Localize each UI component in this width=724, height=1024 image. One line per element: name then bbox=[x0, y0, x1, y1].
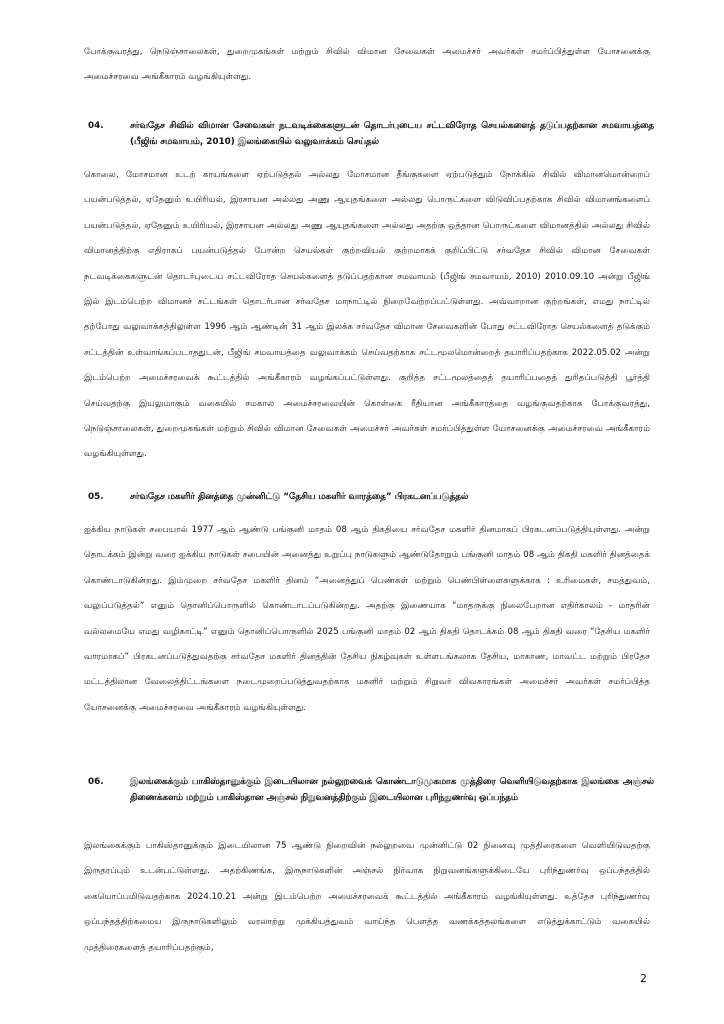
section-06-title: இலங்கைக்கும் பாகிஸ்தானுக்கும் இடையிலான நல்லுறவைக் கொண்டாடுமுகமாக முத்திரை வெளியிடுவதற்காக இலங்கை அஞ்சல் திணைக்களம் மற்றும் பாகிஸ்தான அஞ்சல் நிறுவனத்திற்கும் இடையிலான புரிந்துணர்வு ஒப்பந்தம் bbox=[130, 777, 654, 804]
section-06-number: 06. bbox=[88, 777, 104, 787]
section-05-body: ஐக்கிய நாடுகள் சபையால் 1977 ஆம் ஆண்டு பங்குனி மாதம் 08 ஆம் திகதியை சர்வதேச மகளிர் தினமாகப் பிரகடனப்படுத்தியுள்ளது. அன்று தொடக்கம் இன்று வரை ஐக்கிய நாடுகள் சபையின் அனைத்து உறுப்பு நாடுகளும் ஆண்டுதோறும் பங்குனி மாதம் 08 ஆம் திகதி மகளிர் தினத்தைக் கொண்டாடுகின்றது. இம்முறை சர்வதேச மகளிர் தினம் “அனைத்துப் பெண்கள் மற்றும் பெண்பிள்ளைகளுக்காக : உரிமைகள், சமத்துவம், வலுப்படுத்தல்” எனும் தொனிப்பொருளில் கொண்டாடப்படுகின்றது. அதற்கு இணையாக “மாதருக்கு நிலைபேறான எதிர்காலம் - மாதரின் வல்லமையே எமது வழிகாட்டி” எனும் தொனிப்பொருளில் 2025 பங்குனி மாதம் 02 ஆம் திகதி தொடக்கம் 08 ஆம் திகதி வரை “தேசிய மகளிர் வாரமாகப்” பிரகடனப்படுத்துவதற்கு சர்வதேச மகளிர் தினத்தின் தேசிய நிகழ்வுகள் உள்ளடங்கலாக தேசிய, மாகாண, மாவட்ட மற்றும் பிரதேச மட்டத்திலான வேலைத்திட்டங்களை நடைமுறைப்படுத்துவதற்காக மகளிர் மற்றும் சிறுவர் விவகாரங்கள் அமைச்சர் அவர்கள் சமர்ப்பித்த யோசனைக்கு அமைச்சரவை அங்கீகாரம் வழங்கியுள்ளது. bbox=[84, 525, 650, 713]
section-05-number: 05. bbox=[88, 492, 104, 502]
intro-paragraph: போக்குவரத்து, நெடுஞ்சாலைகள், துறைமுகங்கள் மற்றும் சிவில் விமான சேவைகள் அமைச்சர் அவர்கள் சமர்ப்பித்துள்ள யோசனைக்கு அமைச்சரவை அங்கீகாரம் வழங்கியுள்ளது. bbox=[84, 47, 650, 83]
section-05-heading bbox=[88, 489, 654, 505]
section-06-heading bbox=[88, 774, 654, 806]
section-04-heading bbox=[88, 118, 654, 150]
section-04-body: கொலை, மோசமான உடற் காயங்களை ஏற்படுத்தல் அல்லது மோசமான தீங்குகளை ஏற்படுத்தும் நோக்கில் சிவில் விமானமொன்றைப் பயன்படுத்தல், ஏதேனும் உயிரியல், இரசாயன அல்லது அணு ஆயுதங்களை அல்லது பொருட்களை விடுவிப்பதற்காக சிவில் விமானங்களைப் பயன்படுத்தல், ஏதேனும் உயிரியல், இரசாயன அல்லது அணு ஆயுதங்களை அல்லது அதற்கு ஒத்தான பொருட்களை விமானத்தில் அல்லது சிவில் விமானத்திற்கு எதிராகப் பயன்படுத்தல் போன்ற செயல்கள் குற்றவியல் குற்றமாகக் குறிப்பிட்டு சர்வதேச சிவில் விமான சேவைகள் நடவடிக்கைகளுடன் தொடர்புடைய சட்டவிரோத செயல்களைத் தடுப்பதற்கான சமவாயம் (பீஜிங் சமவாயம், 2010) 2010.09.10 அன்று பீஜிங் இல் இடம்பெற்ற விமானச் சட்டங்கள் தொடர்பான சர்வதேச மாநாட்டில் நிறைவேற்றப்பட்டுள்ளது. அவ்வாறான குற்றங்கள், எமது நாட்டில் தற்போது வலுவாக்கத்திலுள்ள 1996 ஆம் ஆண்டின் 31 ஆம் இலக்க சர்வதேச விமான சேவைகளின் போது சட்டவிரோத செயல்களைத் தடுக்கும் சட்டத்தின் உள்வாங்கப்படாததுடன், பீஜிங் சமவாயத்தை வலுவாக்கம் செய்வதற்காக சட்டமூலமொன்றைத் தயாரிப்பதற்காக 2022.05.02 அன்று இடம்பெற்ற அமைச்சரவைக் கூட்டத்தில் அங்கீகாரம் வழங்கப்பட்டுள்ளது. குறித்த சட்டமூலத்தைத் தயாரிப்பதைத் துரிதப்படுத்தி பூர்த்தி செய்வதற்கு இயலுமாகும் வகையில் சமகால அமைச்சரவையின் கொள்கை ரீதியான அங்கீகாரத்தை வழங்குவதற்காக போக்குவரத்து, நெடுஞ்சாலைகள், துறைமுகங்கள் மற்றும் சிவில் விமான சேவைகள் அமைச்சர் அவர்கள் சமர்ப்பித்துள்ள யோசனைக்கு அமைச்சரவை அங்கீகாரம் வழங்கியுள்ளது. bbox=[84, 170, 650, 460]
section-05-title: சர்வதேச மகளிர் தினத்தை முன்னிட்டு “தேசிய மகளிர் வாரத்தை” பிரகடனப்படுத்தல் bbox=[130, 492, 469, 502]
section-06-body: இலங்கைக்கும் பாகிஸ்தானுக்கும் இடையிலான 75 ஆண்டு நிறைவின் நல்லுறவை முன்னிட்டு 02 நினைவு முத்திரைகளை வெளியிடுவதற்கு இருதரப்பும் உடன்பட்டுள்ளது. அதற்கிணங்க, இருநாடுகளின் அஞ்சல் நிர்வாக நிறுவனங்களுக்கிடையே புரிந்துணர்வு ஒப்பந்தத்தில் கையொப்பமிடுவதற்காக 2024.10.21 அன்று இடம்பெற்ற அமைச்சரவைக் கூட்டத்தில் அங்கீகாரம் வழங்கியுள்ளது. உத்தேச புரிந்துணர்வு ஒப்பந்தத்திற்கமைய இருநாடுகளிலும் வரலாற்று முக்கியத்துவம் வாய்ந்த பௌத்த வணக்கத்தலங்களை எடுத்துக்காட்டும் வகையில் முத்திரைகளைத் தயாரிப்பதற்கும், bbox=[84, 841, 650, 953]
section-04-title: சர்வதேச சிவில் விமான சேவைகள் நடவடிக்கைகளுடன் தொடர்புடைய சட்டவிரோத செயல்களைத் தடுப்பதற்கான சமவாயத்தை (பீஜிங் சமவாயம், 2010) இலங்கையில் வலுவாக்கம் செய்தல் bbox=[130, 121, 654, 148]
section-04-number: 04. bbox=[88, 121, 104, 131]
page-number: 2 bbox=[640, 972, 647, 985]
